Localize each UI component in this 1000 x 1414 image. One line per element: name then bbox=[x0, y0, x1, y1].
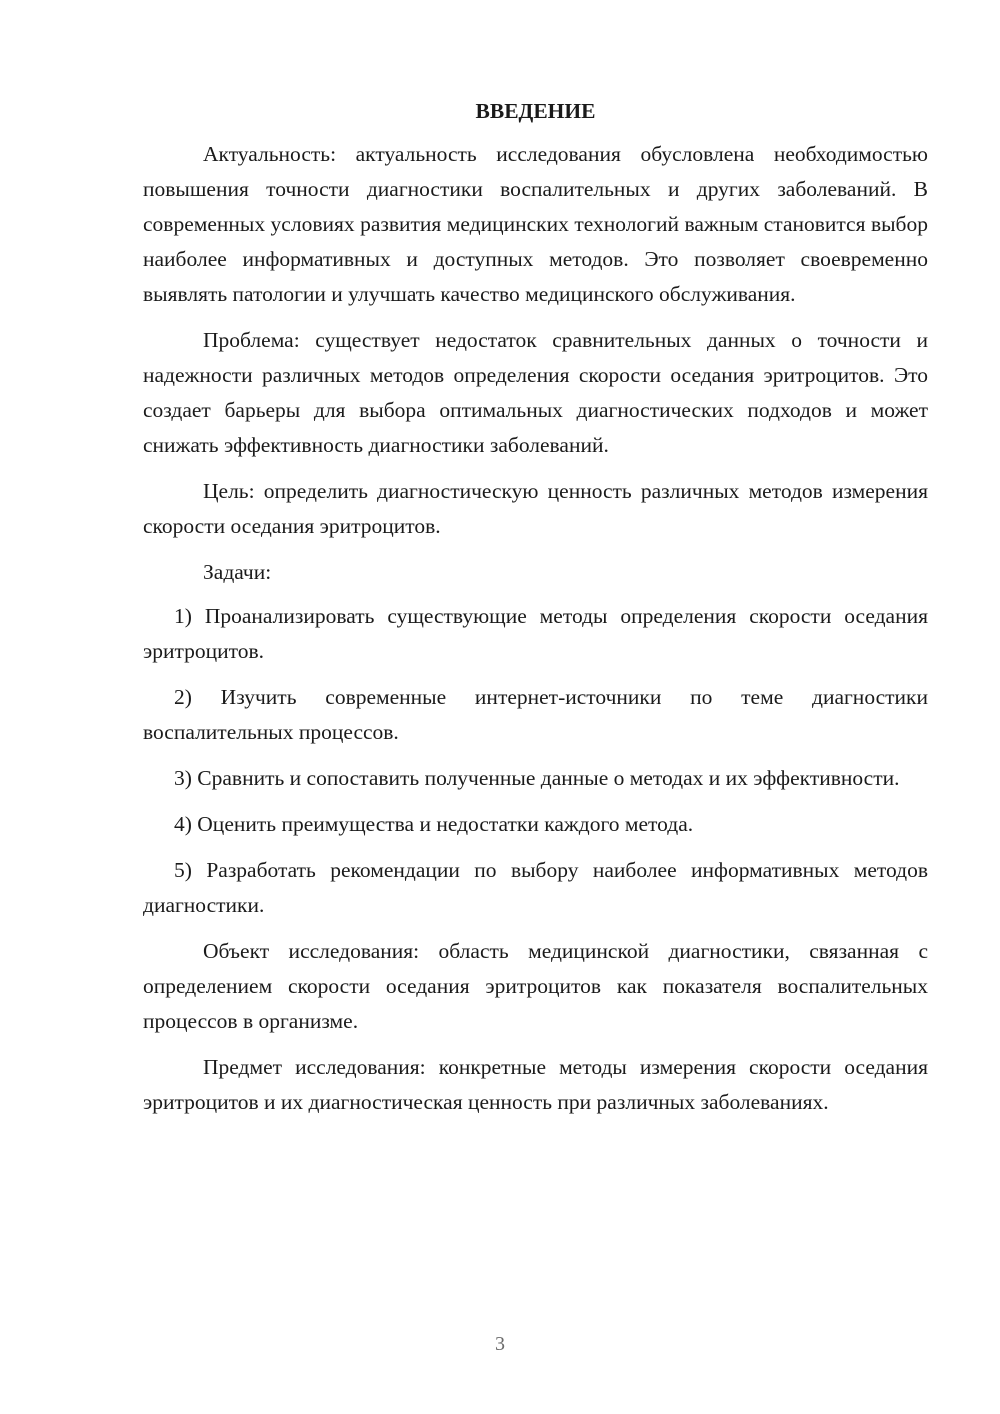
task-item-5: 5) Разработать рекомендации по выбору наиболее информативных методов диагностики. bbox=[143, 858, 928, 917]
page-title: ВВЕДЕНИЕ bbox=[475, 99, 596, 123]
paragraph-goal: Цель: определить диагностическую ценность различных методов измерения скорости оседания эритроцитов. bbox=[143, 479, 928, 538]
task-item-2: 2) Изучить современные интернет-источники по теме диагностики воспалительных процессов. bbox=[143, 685, 928, 744]
tasks-label: Задачи: bbox=[203, 560, 272, 584]
paragraph-subject: Предмет исследования: конкретные методы измерения скорости оседания эритроцитов и их диагностическая ценность при различных заболеваниях. bbox=[143, 1055, 928, 1114]
task-item-3: 3) Сравнить и сопоставить полученные данные о методах и их эффективности. bbox=[174, 766, 900, 790]
document-body bbox=[143, 95, 928, 1131]
paragraph-relevance: Актуальность: актуальность исследования обусловлена необходимостью повышения точности диагностики воспалительных и других заболеваний. В современных условиях развития медицинских технологий важным становится выбор наиболее информативных и доступных методов. Это позволяет своевременно выявлять патологии и улучшать качество медицинского обслуживания. bbox=[143, 142, 928, 306]
task-item-1: 1) Проанализировать существующие методы определения скорости оседания эритроцитов. bbox=[143, 604, 928, 663]
task-item-4: 4) Оценить преимущества и недостатки каждого метода. bbox=[174, 812, 694, 836]
page-number: 3 bbox=[495, 1333, 505, 1355]
paragraph-object: Объект исследования: область медицинской диагностики, связанная с определением скорости оседания эритроцитов как показателя воспалительных процессов в организме. bbox=[143, 939, 928, 1033]
paragraph-problem: Проблема: существует недостаток сравнительных данных о точности и надежности различных методов определения скорости оседания эритроцитов. Это создает барьеры для выбора оптимальных диагностических подходов и может снижать эффективность диагностики заболеваний. bbox=[143, 328, 928, 457]
